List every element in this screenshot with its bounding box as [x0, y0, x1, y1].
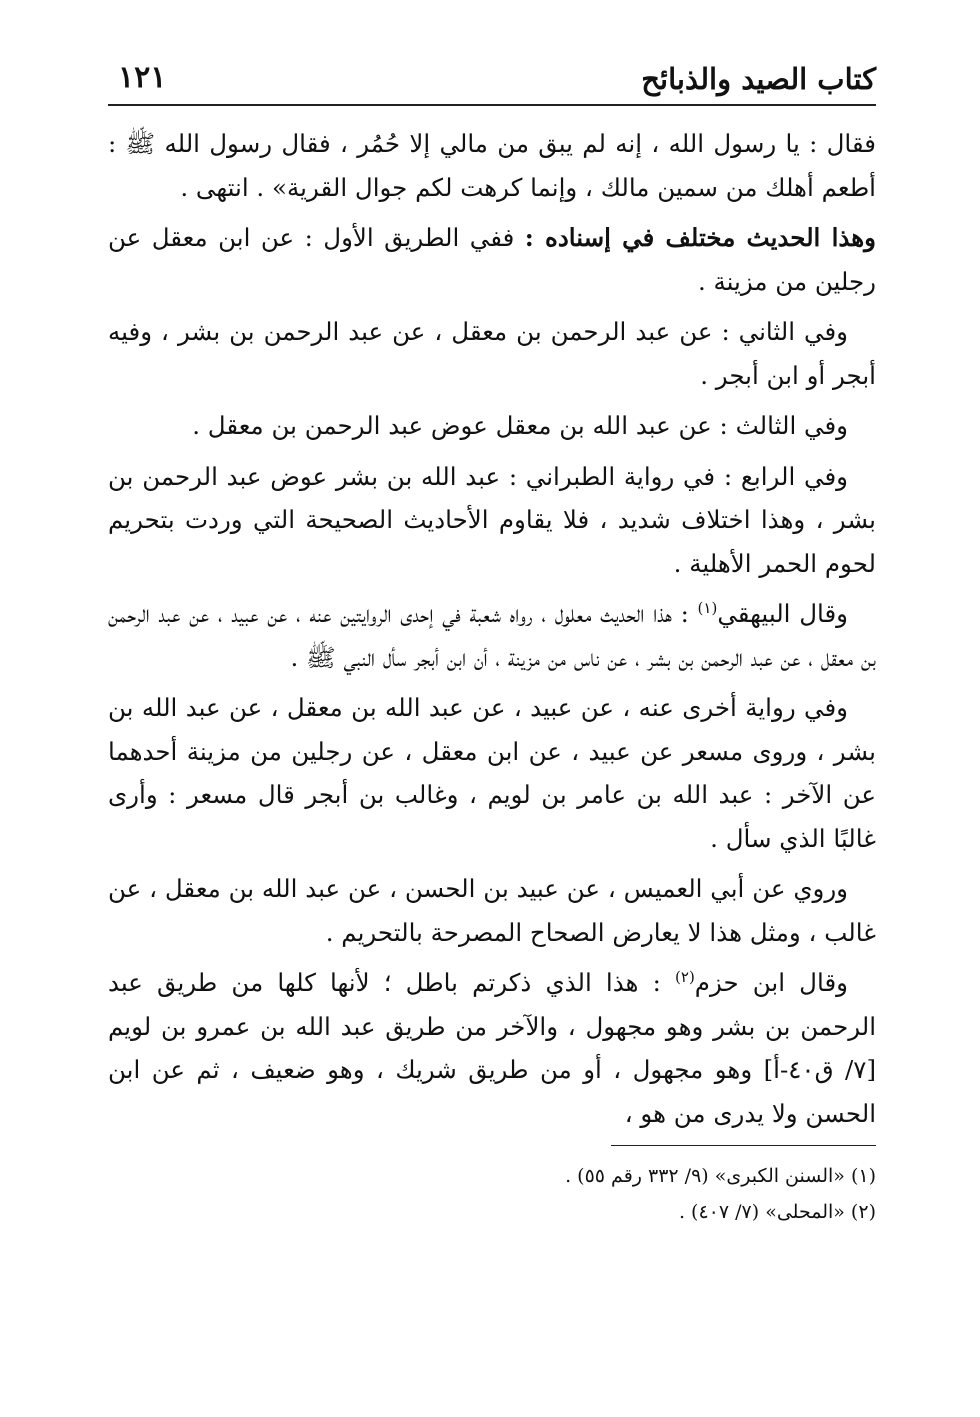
paragraph-text: ففي الطريق الأول : عن ابن معقل عن رجلين من مزينة . — [108, 223, 876, 296]
paragraph-6 — [108, 592, 876, 679]
paragraph-text: وفي الثالث : عن عبد الله بن معقل عوض عبد الرحمن بن معقل . — [192, 411, 848, 440]
paragraph-7 — [108, 686, 876, 860]
paragraph-text: وفي رواية أخرى عنه ، عن عبيد ، عن عبد الله بن معقل ، عن عبد الله بن بشر ، وروى مسعر عن عبيد ، عن ابن معقل ، عن رجلين من مزينة أحدهما عن الآخر : عبد الله بن عامر بن لويم ، وغالب بن أبجر قال مسعر : وأرى غالبًا الذي سأل . — [108, 693, 876, 853]
paragraph-1 — [108, 122, 876, 209]
footnote-ref-2[interactable]: (٢) — [675, 967, 695, 986]
footnote-ref-1[interactable]: (١) — [697, 598, 718, 617]
paragraph-text: : هذا الذي ذكرتم باطل ؛ لأنها كلها من طريق عبد الرحمن بن بشر وهو مجهول ، والآخر من طريق عبد الله بن عمرو بن لويم [٧/ ق٤٠-أ] وهو مجهول ، أو من طريق شريك ، وهو ضعيف ، ثم عن ابن الحسن ولا يدرى من هو ، — [108, 968, 876, 1128]
book-page — [108, 52, 876, 1352]
paragraph-4 — [108, 404, 876, 448]
paragraph-pre: وقال ابن حزم — [694, 968, 848, 997]
paragraph-9 — [108, 961, 876, 1135]
book-title: كتاب الصيد والذبائح — [641, 62, 876, 96]
footnote-2: (٢) «المحلى» (٧/ ٤٠٧) . — [678, 1201, 876, 1223]
page-body — [108, 122, 876, 1135]
paragraph-text: فقال : يا رسول الله ، إنه لم يبق من مالي إلا حُمُر ، فقال رسول الله ﷺ : أطعم أهلك من سمين مالك ، وإنما كرهت لكم جوال القرية» . انتهى . — [108, 129, 876, 202]
paragraph-8 — [108, 867, 876, 954]
paragraph-text: وفي الثاني : عن عبد الرحمن بن معقل ، عن عبد الرحمن بن بشر ، وفيه أبجر أو ابن أبجر . — [108, 317, 876, 390]
paragraph-lead: وهذا الحديث مختلف في إسناده : — [524, 223, 876, 252]
footnote-divider — [611, 1145, 876, 1146]
paragraph-3 — [108, 310, 876, 397]
paragraph-text: : هذا الحديث معلول ، رواه شعبة في إحدى الروايتين عنه ، عن عبيد ، عن عبد الرحمن بن معقل ، عن عبد الرحمن بن بشر ، عن ناس من مزينة ، أن ابن أبجر سأل النبي ﷺ . — [108, 599, 876, 672]
page-number: ١٢١ — [118, 60, 167, 95]
paragraph-5 — [108, 455, 876, 586]
paragraph-text: وروي عن أبي العميس ، عن عبيد بن الحسن ، عن عبد الله بن معقل ، عن غالب ، ومثل هذا لا يعارض الصحاح المصرحة بالتحريم . — [108, 874, 876, 947]
page-header — [108, 52, 876, 106]
footnotes — [108, 1158, 876, 1230]
paragraph-2 — [108, 216, 876, 303]
paragraph-text: وفي الرابع : في رواية الطبراني : عبد الله بن بشر عوض عبد الرحمن بن بشر ، وهذا اختلاف شديد ، فلا يقاوم الأحاديث الصحيحة التي وردت بتحريم لحوم الحمر الأهلية . — [108, 461, 876, 578]
footnote-1: (١) «السنن الكبرى» (٩/ ٣٣٢ رقم ٥٥) . — [565, 1165, 876, 1187]
paragraph-pre: وقال البيهقي — [717, 599, 849, 628]
